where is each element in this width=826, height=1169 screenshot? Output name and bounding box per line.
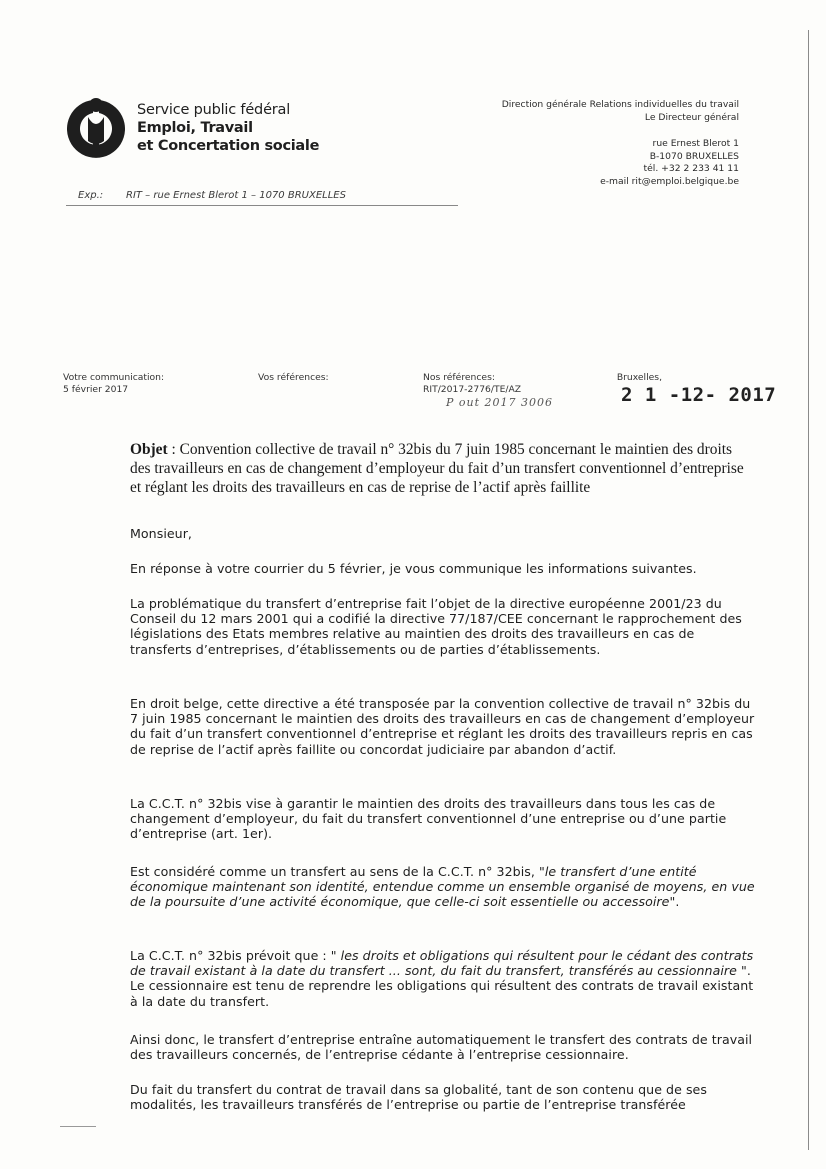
vos-refs-label: Vos références: xyxy=(258,372,329,383)
p6-plain: La C.C.T. n° 32bis prévoit que : " xyxy=(130,948,341,963)
place-label: Bruxelles, xyxy=(616,372,662,383)
subject-paragraph xyxy=(130,440,750,497)
subject-label: Objet xyxy=(130,441,168,458)
sender-city: B-1070 BRUXELLES xyxy=(649,150,739,162)
votre-comm-value: 5 février 2017 xyxy=(63,384,129,395)
spf-emploi-logo-icon xyxy=(66,97,126,159)
nos-refs-value: RIT/2017-2776/TE/AZ xyxy=(423,384,522,395)
sender-title: Le Directeur général xyxy=(644,111,739,123)
exp-value: RIT – rue Ernest Blerot 1 – 1070 BRUXELLES xyxy=(126,190,346,201)
p6-end: ". Le cessionnaire est tenu de reprendre les obligations qui résultent des contrats de travail existant à la date du transfert. xyxy=(130,963,754,1009)
sender-direction: Direction générale Relations individuelles du travail xyxy=(501,99,739,110)
votre-communication xyxy=(63,372,164,396)
paragraph-4: La C.C.T. n° 32bis vise à garantir le maintien des droits des travailleurs dans tous les cas de changement d’employeur, du fait du transfert conventionnel d’une entreprise ou d’une partie d’entreprise (art. 1er). xyxy=(130,796,727,842)
paragraph-8: Du fait du transfert du contrat de travail dans sa globalité, tant de son contenu que de ses modalités, les travailleurs transférés de l’entreprise ou partie de l’entreprise transférée xyxy=(130,1082,707,1113)
paragraph-5 xyxy=(130,864,755,910)
date-stamp: 2 1 -12- 2017 xyxy=(621,384,777,406)
p5-end: . xyxy=(675,894,680,910)
exp-underline xyxy=(66,205,458,206)
sender-phone: tél. +32 2 233 41 11 xyxy=(643,163,739,174)
org-line-2: Emploi, Travail xyxy=(137,120,253,136)
salutation: Monsieur, xyxy=(130,526,192,541)
paragraph-2: La problématique du transfert d’entreprise fait l’objet de la directive européenne 2001/23 du Conseil du 12 mars 2001 qui a codifié la directive 77/187/CEE concernant le rapprochement des législations des Etats membres relative au maintien des droits des travailleurs en cas de transferts d’entreprises, d’établissements ou de parties d’établissements. xyxy=(130,596,742,657)
scan-edge-line xyxy=(808,30,809,1150)
sender-address-block xyxy=(502,99,739,188)
expediteur-line xyxy=(78,190,346,201)
p5-plain: Est considéré comme un transfert au sens de la C.C.T. n° 32bis, xyxy=(130,864,539,879)
footer-rule xyxy=(60,1126,96,1127)
vos-references xyxy=(258,372,329,384)
nos-references xyxy=(423,372,521,396)
org-line-1: Service public fédéral xyxy=(137,102,291,118)
sender-street: rue Ernest Blerot 1 xyxy=(652,138,739,149)
org-line-3: et Concertation sociale xyxy=(137,138,320,154)
nos-refs-label: Nos références: xyxy=(423,372,495,383)
p5-quote: "le transfert d’une entité économique maintenant son identité, entendue comme un ensemble organisé de moyens, en vue de la poursuite d’une activité économique, que celle-ci soit essentielle ou accessoire" xyxy=(130,864,755,910)
paragraph-6 xyxy=(130,948,755,1009)
votre-comm-label: Votre communication: xyxy=(63,372,165,383)
p6-quote: les droits et obligations qui résultent pour le cédant des contrats de travail existant à la date du transfert ... sont, du fait du transfert, transférés au cessionnaire xyxy=(130,948,754,979)
paragraph-7: Ainsi donc, le transfert d’entreprise entraîne automatiquement le transfert des contrats de travail des travailleurs concernés, de l’entreprise cédante à l’entreprise cessionnaire. xyxy=(130,1032,753,1063)
subject-text: : Convention collective de travail n° 32bis du 7 juin 1985 concernant le maintien des droits des travailleurs en cas de changement d’employeur du fait d’un transfert conventionnel d’entreprise et réglant les droits des travailleurs en cas de reprise de l’actif après faillite xyxy=(130,441,744,496)
handwritten-note: P out 2017 3006 xyxy=(446,396,554,409)
paragraph-1: En réponse à votre courrier du 5 février, je vous communique les informations suivantes. xyxy=(130,561,697,576)
paragraph-3: En droit belge, cette directive a été transposée par la convention collective de travail n° 32bis du 7 juin 1985 concernant le maintien des droits des travailleurs en cas de changement d’employeur du fait d’un transfert conventionnel d’entreprise et réglant les droits des travailleurs repris en cas de reprise de l’actif après faillite ou concordat judiciaire par abandon d’actif. xyxy=(130,696,755,757)
sender-email: e-mail rit@emploi.belgique.be xyxy=(600,175,739,187)
exp-label: Exp.: xyxy=(78,190,104,201)
organization-name xyxy=(137,101,319,155)
